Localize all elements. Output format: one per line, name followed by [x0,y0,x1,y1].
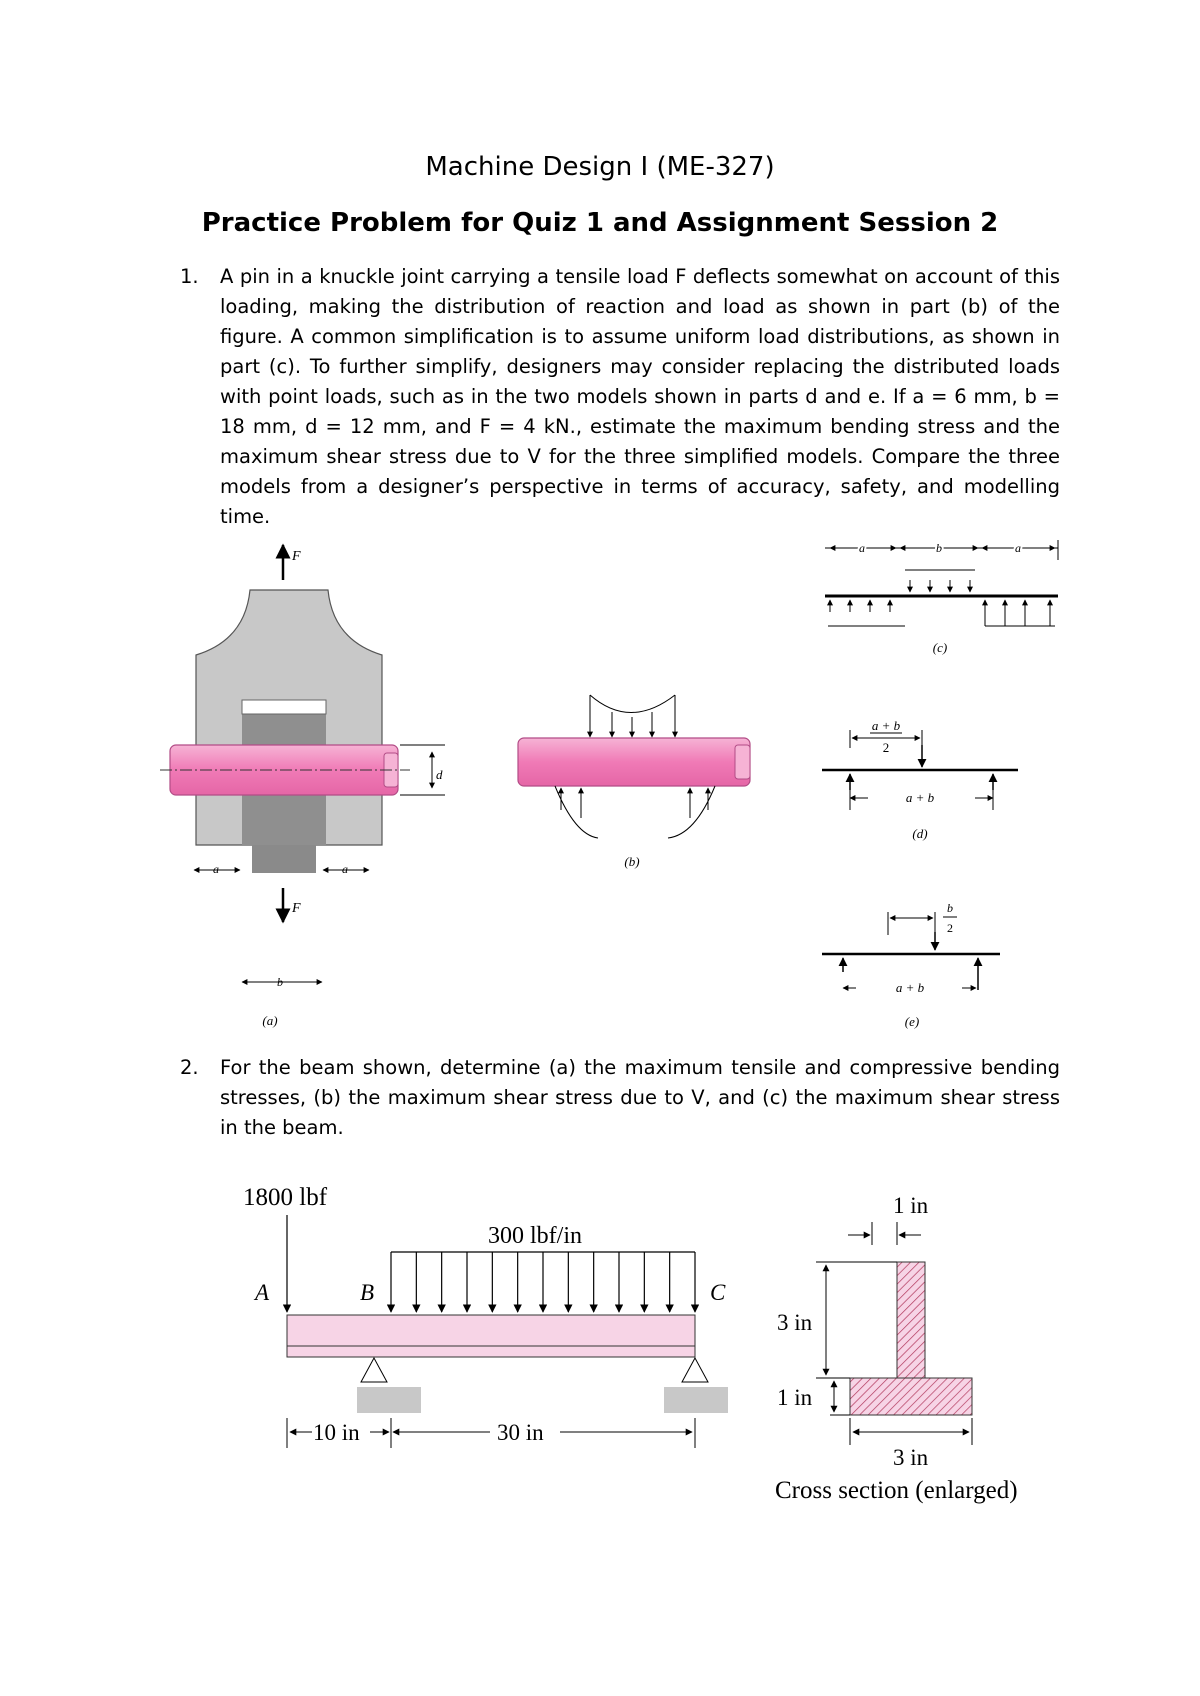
dim-30-label: 30 in [497,1420,544,1445]
cs-flange-width-label: 3 in [893,1445,929,1470]
caption-c: (c) [932,640,948,655]
cs-top-width-label: 1 in [893,1193,929,1218]
point-load-label: 1800 lbf [243,1184,328,1211]
dim-a-left: a [213,862,219,876]
c-dim-b: b [936,541,942,555]
page-subtitle: Practice Problem for Quiz 1 and Assignment Session 2 [201,208,999,238]
d-span: a + b [905,790,935,805]
figure-part-c [825,540,1058,655]
c-dim-a2: a [1015,541,1021,555]
figure-part-d [822,718,1018,841]
caption-b: (b) [624,854,640,869]
figure-part-e [822,901,1000,1029]
e-frac-den: 2 [947,921,953,935]
d-frac-num: a + b [871,718,901,733]
dim-a-right: a [342,862,348,876]
dim-10-label: 10 in [313,1420,360,1445]
figure-part-b [518,695,750,869]
dim-b: b [277,975,283,989]
cs-flange-thickness-label: 1 in [777,1385,813,1410]
caption-d: (d) [912,826,928,841]
d-frac-den: 2 [882,740,890,755]
point-A-label: A [255,1280,270,1305]
force-label-bottom: F [292,901,301,916]
caption-e: (e) [904,1014,920,1029]
problem-number: 1. [180,265,199,288]
course-title: Machine Design I (ME-327) [425,152,775,182]
cs-caption: Cross section (enlarged) [775,1477,1018,1504]
point-B-label: B [360,1280,375,1305]
caption-a: (a) [262,1013,278,1028]
problem-number: 2. [180,1056,199,1079]
cs-web-height-label: 3 in [777,1310,813,1335]
c-dim-a1: a [859,541,865,555]
e-span: a + b [895,980,925,995]
dist-load-label: 300 lbf/in [488,1223,582,1249]
e-frac-num: b [947,901,953,915]
diameter-label: d [436,767,443,782]
problem-text: For the beam shown, determine (a) the maximum tensile and compressive bending stresses, (b) the maximum shear stress due to V, and (c) the maximum shear stress in the beam. [220,1056,1060,1139]
problem-text: A pin in a knuckle joint carrying a tensile load F deflects somewhat on account of this loading, making the distribution of reaction and load as shown in part (b) of the figure. A common simplification is to assume uniform load distributions, as shown in part (c). To further simplify, designers may consider replacing the distributed loads with point loads, such as in the two models shown in parts d and e. If a = 6 mm, b = 18 mm, d = 12 mm, and F = 4 kN., estimate the maximum bending stress and the maximum shear stress due to V for the three simplified models. Compare the three models from a designer’s perspective in terms of accuracy, safety, and modelling time. [220,265,1060,528]
point-C-label: C [710,1280,726,1305]
figure-part-a [160,545,445,1028]
force-label-top: F [292,549,301,564]
